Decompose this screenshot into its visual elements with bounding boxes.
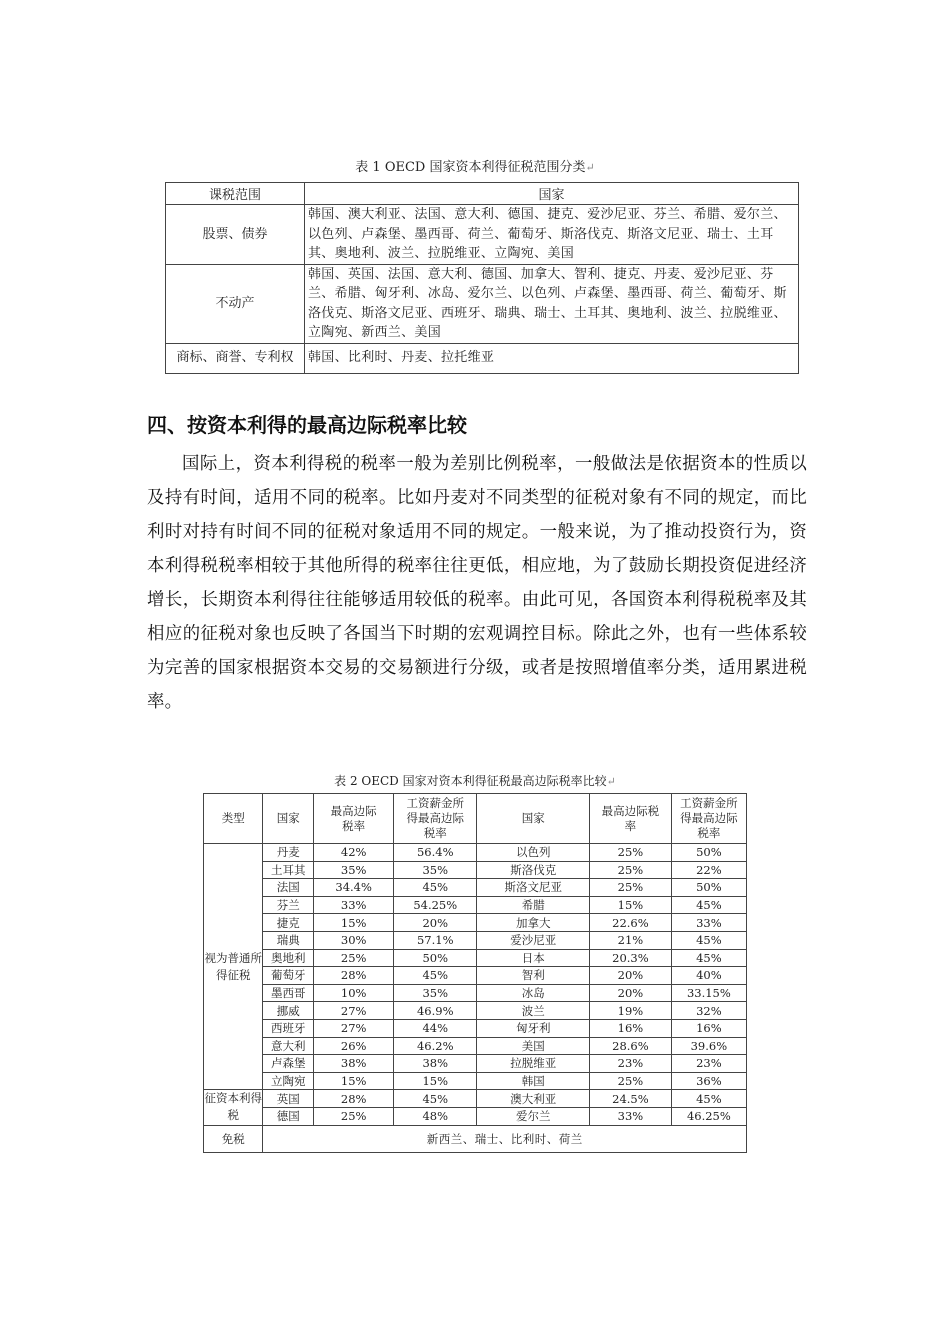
wage-rate-cell: 40% — [671, 967, 746, 985]
country-cell: 墨西哥 — [263, 984, 314, 1002]
wage-rate-cell: 57.1% — [394, 931, 477, 949]
wage-rate-cell: 50% — [671, 879, 746, 897]
rate-cell: 19% — [590, 1002, 672, 1020]
wage-rate-cell: 45% — [394, 879, 477, 897]
wage-rate-cell: 50% — [671, 844, 746, 862]
rate-cell: 16% — [590, 1019, 672, 1037]
country-cell: 捷克 — [263, 914, 314, 932]
table1-countries-cell: 韩国、英国、法国、意大利、德国、加拿大、智利、捷克、丹麦、爱沙尼亚、芬兰、希腊、匈牙利、冰岛、爱尔兰、以色列、卢森堡、墨西哥、荷兰、葡萄牙、斯洛伐克、斯洛文尼亚、西班牙、瑞典、瑞士、土耳其、奥地利、波兰、拉脱维亚、立陶宛、新西兰、美国 — [305, 264, 799, 343]
country-cell: 卢森堡 — [263, 1055, 314, 1073]
group-label-cell: 征资本利得税 — [204, 1090, 263, 1125]
wage-rate-cell: 45% — [671, 1090, 746, 1108]
table-row — [204, 896, 747, 914]
table-row — [166, 264, 799, 343]
rate-cell: 35% — [314, 861, 394, 879]
country-cell: 爱尔兰 — [477, 1107, 590, 1125]
wage-rate-cell: 35% — [394, 861, 477, 879]
wage-rate-cell: 39.6% — [671, 1037, 746, 1055]
wage-rate-cell: 32% — [671, 1002, 746, 1020]
table-row — [204, 967, 747, 985]
rate-cell: 42% — [314, 844, 394, 862]
country-cell: 智利 — [477, 967, 590, 985]
rate-cell: 30% — [314, 931, 394, 949]
rate-cell: 33% — [314, 896, 394, 914]
wage-rate-cell: 33.15% — [671, 984, 746, 1002]
wage-rate-cell: 38% — [394, 1055, 477, 1073]
rate-cell: 27% — [314, 1019, 394, 1037]
country-cell: 希腊 — [477, 896, 590, 914]
country-cell: 澳大利亚 — [477, 1090, 590, 1108]
table1-caption: 表 1 OECD 国家资本利得征税范围分类↵ — [355, 160, 595, 175]
wage-rate-cell: 15% — [394, 1072, 477, 1090]
country-cell: 美国 — [477, 1037, 590, 1055]
table-row — [204, 879, 747, 897]
table2-header-wage: 工资薪金所得最高边际税率 — [394, 794, 477, 844]
country-cell: 土耳其 — [263, 861, 314, 879]
wage-rate-cell: 46.2% — [394, 1037, 477, 1055]
table1-header-countries: 国家 — [305, 183, 799, 205]
wage-rate-cell: 44% — [394, 1019, 477, 1037]
country-cell: 奥地利 — [263, 949, 314, 967]
country-cell: 丹麦 — [263, 844, 314, 862]
country-cell: 波兰 — [477, 1002, 590, 1020]
rate-cell: 25% — [314, 1107, 394, 1125]
table1-scope-cell: 股票、债券 — [166, 205, 305, 265]
country-cell: 斯洛伐克 — [477, 861, 590, 879]
table2-header-country: 国家 — [263, 794, 314, 844]
exempt-label-cell: 免税 — [204, 1125, 263, 1152]
rate-cell: 38% — [314, 1055, 394, 1073]
exempt-countries-cell: 新西兰、瑞士、比利时、荷兰 — [263, 1125, 747, 1152]
rate-cell: 26% — [314, 1037, 394, 1055]
country-cell: 爱沙尼亚 — [477, 931, 590, 949]
rate-cell: 20% — [590, 984, 672, 1002]
table2-caption: 表 2 OECD 国家对资本利得征税最高边际税率比较↵ — [334, 774, 616, 788]
rate-cell: 21% — [590, 931, 672, 949]
table-row — [204, 1002, 747, 1020]
wage-rate-cell: 45% — [394, 967, 477, 985]
country-cell: 德国 — [263, 1107, 314, 1125]
country-cell: 日本 — [477, 949, 590, 967]
table-row — [204, 1037, 747, 1055]
table-row — [204, 1055, 747, 1073]
rate-cell: 15% — [590, 896, 672, 914]
rate-cell: 25% — [314, 949, 394, 967]
country-cell: 西班牙 — [263, 1019, 314, 1037]
table2-header-row — [204, 794, 747, 844]
rate-cell: 28% — [314, 967, 394, 985]
rate-cell: 23% — [590, 1055, 672, 1073]
table2-header-wage2: 工资薪金所得最高边际税率 — [671, 794, 746, 844]
wage-rate-cell: 23% — [671, 1055, 746, 1073]
rate-cell: 10% — [314, 984, 394, 1002]
country-cell: 法国 — [263, 879, 314, 897]
table1-countries-cell: 韩国、澳大利亚、法国、意大利、德国、捷克、爱沙尼亚、芬兰、希腊、爱尔兰、以色列、卢森堡、墨西哥、荷兰、葡萄牙、斯洛伐克、斯洛文尼亚、瑞士、土耳其、奥地利、波兰、拉脱维亚、立陶宛、美国 — [305, 205, 799, 265]
wage-rate-cell: 46.25% — [671, 1107, 746, 1125]
wage-rate-cell: 16% — [671, 1019, 746, 1037]
rate-cell: 25% — [590, 861, 672, 879]
table1-tax-scope — [165, 182, 799, 374]
table2-marginal-rates — [203, 793, 747, 1153]
rate-cell: 20.3% — [590, 949, 672, 967]
table2-header-country2: 国家 — [477, 794, 590, 844]
table-row — [204, 1019, 747, 1037]
wage-rate-cell: 22% — [671, 861, 746, 879]
table2-header-rate: 最高边际税率 — [314, 794, 394, 844]
wage-rate-cell: 54.25% — [394, 896, 477, 914]
rate-cell: 25% — [590, 1072, 672, 1090]
table1-header-scope: 课税范围 — [166, 183, 305, 205]
rate-cell: 25% — [590, 844, 672, 862]
table2-header-rate2: 最高边际税率 — [590, 794, 672, 844]
table2-header-type: 类型 — [204, 794, 263, 844]
wage-rate-cell: 36% — [671, 1072, 746, 1090]
group-label-cell: 视为普通所得征税 — [204, 844, 263, 1090]
table-row — [204, 1125, 747, 1152]
country-cell: 英国 — [263, 1090, 314, 1108]
rate-cell: 20% — [590, 967, 672, 985]
country-cell: 匈牙利 — [477, 1019, 590, 1037]
table-row — [166, 205, 799, 265]
wage-rate-cell: 56.4% — [394, 844, 477, 862]
table-row — [204, 931, 747, 949]
country-cell: 韩国 — [477, 1072, 590, 1090]
body-paragraph: 国际上，资本利得税的税率一般为差别比例税率，一般做法是依据资本的性质以及持有时间，适用不同的税率。比如丹麦对不同类型的征税对象有不同的规定，而比利时对持有时间不同的征税对象适用不同的规定。一般来说，为了推动投资行为，资本利得税税率相较于其他所得的税率往往更低，相应地，为了鼓励长期投资促进经济增长，长期资本利得往往能够适用较低的税率。由此可见，各国资本利得税税率及其相应的征税对象也反映了各国当下时期的宏观调控目标。除此之外，也有一些体系较为完善的国家根据资本交易的交易额进行分级，或者是按照增值率分类，适用累进税率。 — [147, 454, 807, 712]
rate-cell: 22.6% — [590, 914, 672, 932]
wage-rate-cell: 48% — [394, 1107, 477, 1125]
table1-header-row — [166, 183, 799, 205]
table-row — [204, 984, 747, 1002]
table-row — [166, 343, 799, 373]
country-cell: 以色列 — [477, 844, 590, 862]
wage-rate-cell: 45% — [671, 949, 746, 967]
table-row — [204, 1107, 747, 1125]
table-row — [204, 1072, 747, 1090]
wage-rate-cell: 45% — [671, 931, 746, 949]
country-cell: 斯洛文尼亚 — [477, 879, 590, 897]
country-cell: 芬兰 — [263, 896, 314, 914]
paragraph-mark-icon: ↵ — [606, 775, 616, 788]
country-cell: 立陶宛 — [263, 1072, 314, 1090]
table-row — [204, 844, 747, 862]
paragraph-mark-icon: ↵ — [585, 161, 595, 174]
rate-cell: 25% — [590, 879, 672, 897]
rate-cell: 24.5% — [590, 1090, 672, 1108]
rate-cell: 28% — [314, 1090, 394, 1108]
rate-cell: 33% — [590, 1107, 672, 1125]
table1-scope-cell: 不动产 — [166, 264, 305, 343]
table-row — [204, 1090, 747, 1108]
rate-cell: 15% — [314, 914, 394, 932]
wage-rate-cell: 45% — [671, 896, 746, 914]
wage-rate-cell: 33% — [671, 914, 746, 932]
country-cell: 意大利 — [263, 1037, 314, 1055]
wage-rate-cell: 45% — [394, 1090, 477, 1108]
country-cell: 瑞典 — [263, 931, 314, 949]
rate-cell: 34.4% — [314, 879, 394, 897]
rate-cell: 28.6% — [590, 1037, 672, 1055]
wage-rate-cell: 50% — [394, 949, 477, 967]
section-heading: 四、按资本利得的最高边际税率比较 — [147, 413, 467, 437]
country-cell: 拉脱维亚 — [477, 1055, 590, 1073]
table-row — [204, 949, 747, 967]
country-cell: 挪威 — [263, 1002, 314, 1020]
country-cell: 加拿大 — [477, 914, 590, 932]
rate-cell: 27% — [314, 1002, 394, 1020]
rate-cell: 15% — [314, 1072, 394, 1090]
wage-rate-cell: 35% — [394, 984, 477, 1002]
country-cell: 冰岛 — [477, 984, 590, 1002]
country-cell: 葡萄牙 — [263, 967, 314, 985]
wage-rate-cell: 46.9% — [394, 1002, 477, 1020]
wage-rate-cell: 20% — [394, 914, 477, 932]
table1-countries-cell: 韩国、比利时、丹麦、拉托维亚 — [305, 343, 799, 373]
table1-scope-cell: 商标、商誉、专利权 — [166, 343, 305, 373]
table-row — [204, 861, 747, 879]
table-row — [204, 914, 747, 932]
